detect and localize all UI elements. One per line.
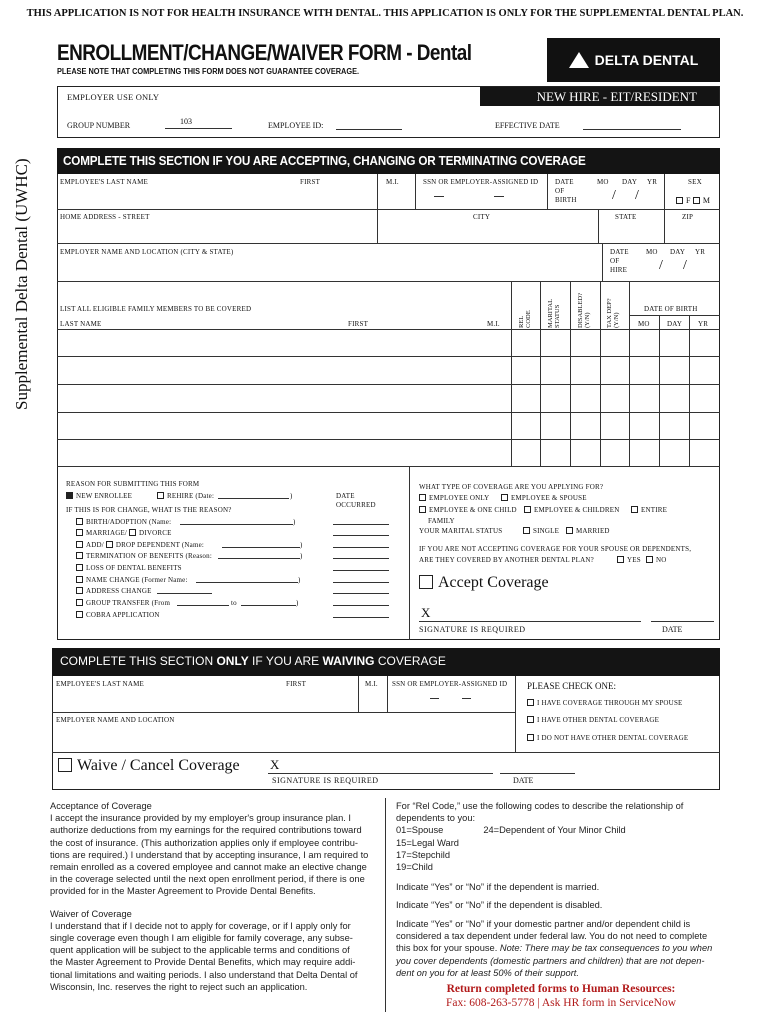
- divider: [547, 174, 548, 210]
- new-hire-badge: NEW HIRE - EIT/RESIDENT: [480, 87, 719, 106]
- family-mi-label: M.I.: [487, 320, 500, 328]
- accept-date-field[interactable]: [651, 621, 714, 622]
- effective-date-field[interactable]: [583, 129, 681, 130]
- drop-checkbox[interactable]: [106, 541, 113, 548]
- date-occurred-field[interactable]: [333, 547, 389, 548]
- code-15: 15=Legal Ward: [396, 837, 459, 848]
- divider: [664, 174, 665, 210]
- tax-dep-label: [606, 298, 620, 328]
- transfer-to-label: to: [231, 599, 237, 607]
- add-checkbox[interactable]: [76, 541, 83, 548]
- date-occurred-field[interactable]: [333, 535, 389, 536]
- family-label: FAMILY: [428, 517, 455, 525]
- date-occurred-field[interactable]: [333, 593, 389, 594]
- dob-day: DAY: [622, 178, 638, 186]
- waive-spouse-label: I HAVE COVERAGE THROUGH MY SPOUSE: [537, 699, 683, 707]
- employee-first-label: FIRST: [300, 178, 321, 186]
- ssn-label: SSN OR EMPLOYER-ASSIGNED ID: [423, 178, 539, 186]
- row-divider: [57, 209, 720, 210]
- delta-triangle-icon: [569, 52, 589, 68]
- acceptance-line: in the coverage selected until the next open enrollment period, if there is one: [50, 874, 365, 885]
- doh-label-2: OF: [610, 257, 620, 265]
- acceptance-title: Acceptance of Coverage: [50, 801, 152, 811]
- group-transfer-checkbox[interactable]: [76, 599, 83, 606]
- partner-italic: you cover dependents (domestic partners and children) that are not depen-: [396, 955, 705, 966]
- divider: [689, 315, 690, 466]
- waive-signature-field[interactable]: [268, 773, 493, 774]
- group-number-value: 103: [180, 117, 192, 126]
- waiver-line: I understand that if I decide not to apply for coverage, or if I apply only for: [50, 920, 351, 931]
- loss-of-benefits-checkbox[interactable]: [76, 564, 83, 571]
- ssn-dash: [494, 196, 504, 197]
- employee-spouse-label: EMPLOYEE & SPOUSE: [511, 494, 587, 502]
- married-note: Indicate “Yes” or “No” if the dependent is married.: [396, 882, 600, 892]
- cobra-checkbox[interactable]: [76, 611, 83, 618]
- waive-employer-label: EMPLOYER NAME AND LOCATION: [56, 716, 175, 724]
- drop-label: DROP DEPENDENT (Name:: [115, 541, 205, 549]
- effective-date-label: EFFECTIVE DATE: [495, 121, 560, 130]
- acceptance-line: provided for in the Master Agreement to Provide Dental Benefits.: [50, 886, 316, 897]
- waive-option-none: [527, 734, 688, 742]
- waive-date-label: DATE: [513, 776, 534, 785]
- name-change-option: [76, 576, 188, 584]
- form-title: ENROLLMENT/CHANGE/WAIVER FORM - Dental: [57, 40, 472, 65]
- termination-label: TERMINATION OF BENEFITS (Reason:: [86, 552, 212, 560]
- waiver-line: the Master Agreement to Provide Dental Benefits, which may require addi-: [50, 957, 356, 968]
- cobra-option: [76, 611, 160, 619]
- transfer-to-field[interactable]: [241, 605, 296, 606]
- waive-last-name-label: EMPLOYEE'S LAST NAME: [56, 680, 144, 688]
- waive-option-spouse: [527, 699, 683, 707]
- paren: ): [298, 576, 301, 584]
- new-enrollee-checkbox[interactable]: [66, 492, 73, 499]
- waive-heading-pre: COMPLETE THIS SECTION: [60, 654, 217, 668]
- code-17: 17=Stepchild: [396, 849, 451, 860]
- disabled-note: Indicate “Yes” or “No” if the dependent is disabled.: [396, 900, 603, 910]
- acceptance-line: the cost of insurance. (This authorization applies only if employee contribu-: [50, 837, 358, 848]
- table-row: [57, 356, 720, 357]
- employee-last-name-label: EMPLOYEE'S LAST NAME: [60, 178, 148, 186]
- rel-code-instructions: [396, 800, 726, 873]
- family-heading: LIST ALL ELIGIBLE FAMILY MEMBERS TO BE COVERED: [60, 305, 252, 313]
- employee-spouse-option: [501, 494, 587, 502]
- paren: ): [300, 552, 303, 560]
- divider: [415, 174, 416, 210]
- tax-dep-2: (Y/N): [613, 312, 620, 328]
- divider: [377, 174, 378, 210]
- address-change-field[interactable]: [157, 593, 212, 594]
- rehire-paren: ): [290, 492, 293, 500]
- dob-slash: /: [612, 188, 616, 203]
- address-change-label: ADDRESS CHANGE: [86, 587, 152, 595]
- accept-date-label: DATE: [662, 625, 683, 634]
- divider: [387, 676, 388, 712]
- termination-option: [76, 552, 212, 560]
- divider: [515, 676, 516, 752]
- birth-adoption-option: [76, 518, 171, 526]
- partner-line: considered a tax dependent under federal law. You do not need to complete: [396, 931, 708, 942]
- group-number-label: GROUP NUMBER: [67, 121, 131, 130]
- rehire-date-field[interactable]: [218, 498, 289, 499]
- employee-children-option: [524, 506, 619, 514]
- waive-ssn-dash: [430, 698, 439, 699]
- covered-yes-label: YES: [627, 556, 641, 564]
- marital-1: MARITAL: [547, 298, 554, 328]
- dob-label-3: BIRTH: [555, 196, 577, 204]
- waive-ssn-label: SSN OR EMPLOYER-ASSIGNED ID: [392, 680, 508, 688]
- partner-line: Indicate “Yes” or “No” if your domestic partner and/or dependent child is: [396, 919, 691, 929]
- birth-adoption-checkbox[interactable]: [76, 518, 83, 525]
- accept-coverage-label: Accept Coverage: [438, 574, 549, 591]
- not-accepting-note: IF YOU ARE NOT ACCEPTING COVERAGE FOR YOUR SPOUSE OR DEPENDENTS,: [419, 545, 692, 553]
- date-occurred-2: OCCURRED: [336, 501, 376, 509]
- entire-family-checkbox[interactable]: [631, 506, 638, 513]
- loss-of-benefits-option: [76, 564, 182, 572]
- divider: [377, 209, 378, 243]
- add-label: ADD/: [86, 541, 104, 549]
- dob-slash: /: [635, 188, 639, 203]
- sex-label: SEX: [688, 178, 702, 186]
- family-dob-day: DAY: [667, 320, 683, 328]
- logo-text: DELTA DENTAL: [594, 52, 699, 68]
- divider: [409, 466, 410, 640]
- state-label: STATE: [615, 213, 637, 221]
- new-enrollee-option: [66, 492, 132, 500]
- row-divider: [52, 752, 720, 753]
- waive-coverage-checkbox[interactable]: [58, 758, 72, 772]
- doh-label-1: DATE: [610, 248, 629, 256]
- divorce-checkbox[interactable]: [129, 529, 136, 536]
- date-occurred-field[interactable]: [333, 570, 389, 571]
- row-divider: [629, 315, 720, 316]
- date-occurred-field[interactable]: [333, 617, 389, 618]
- tax-dep-1: TAX DEP?: [606, 298, 613, 328]
- row-divider: [52, 712, 515, 713]
- employee-only-option: [419, 494, 489, 502]
- accept-coverage-checkbox[interactable]: [419, 575, 433, 589]
- marital-status-label: [547, 299, 561, 328]
- divider: [385, 798, 386, 1012]
- waiver-line: quent application will be subject to the applicable terms and conditions of: [50, 945, 350, 956]
- dob-yr: YR: [647, 178, 658, 186]
- address-change-checkbox[interactable]: [76, 587, 83, 594]
- marriage-checkbox[interactable]: [76, 529, 83, 536]
- waive-other-checkbox[interactable]: [527, 716, 534, 723]
- married-checkbox[interactable]: [566, 527, 573, 534]
- covered-no-checkbox[interactable]: [646, 556, 653, 563]
- dob-label-1: DATE: [555, 178, 574, 186]
- name-change-label: NAME CHANGE (Former Name:: [86, 576, 188, 584]
- paren: ): [300, 541, 303, 549]
- row-divider: [57, 329, 720, 330]
- employee-children-label: EMPLOYEE & CHILDREN: [534, 506, 620, 514]
- name-change-field[interactable]: [196, 582, 298, 583]
- please-check-label: PLEASE CHECK ONE:: [527, 681, 617, 691]
- divider: [358, 676, 359, 712]
- covered-no-option: [646, 556, 667, 564]
- return-forms-title: Return completed forms to Human Resources:: [446, 983, 676, 995]
- rel-intro-line: dependents to you:: [396, 813, 476, 824]
- termination-field[interactable]: [218, 558, 300, 559]
- acceptance-line: I accept the insurance provided by my employer's group insurance plan. I: [50, 813, 351, 824]
- waiver-line: tional limitations and waiting periods. I also understand that Delta Dental of: [50, 969, 358, 980]
- employee-children-checkbox[interactable]: [524, 506, 531, 513]
- sex-options: [676, 196, 710, 205]
- rehire-checkbox[interactable]: [157, 492, 164, 499]
- rel-code-1: REL: [518, 315, 525, 328]
- doh-label: [610, 248, 629, 275]
- date-occurred-field[interactable]: [333, 605, 389, 606]
- employer-use-label: EMPLOYER USE ONLY: [67, 92, 160, 102]
- waive-mi-label: M.I.: [365, 680, 378, 688]
- divider: [598, 209, 599, 243]
- rel-intro-line: For “Rel Code,” use the following codes to describe the relationship of: [396, 801, 684, 811]
- date-occurred-1: DATE: [336, 492, 355, 500]
- transfer-from-field[interactable]: [177, 605, 229, 606]
- acceptance-line: tions are required.) I understand that by accepting insurance, I am required to: [50, 849, 369, 860]
- single-label: SINGLE: [533, 527, 560, 535]
- doh-label-3: HIRE: [610, 266, 628, 274]
- waive-spouse-checkbox[interactable]: [527, 699, 534, 706]
- waive-option-other: [527, 716, 659, 724]
- doh-slash: /: [659, 258, 663, 273]
- family-dob-mo: MO: [638, 320, 650, 328]
- waive-heading-post: COVERAGE: [374, 654, 446, 668]
- waive-heading-mid: IF YOU ARE: [248, 654, 323, 668]
- code-01: 01=Spouse: [396, 825, 444, 836]
- sex-f-label: F: [686, 196, 691, 205]
- disabled-1: DISABLED?: [577, 292, 584, 328]
- waiver-title: Waiver of Coverage: [50, 908, 132, 919]
- marital-2: STATUS: [554, 304, 561, 328]
- doh-day: DAY: [670, 248, 686, 256]
- partner-line: this box for your spouse.: [396, 943, 498, 954]
- dob-label-2: OF: [555, 187, 565, 195]
- divider: [602, 243, 603, 281]
- date-occurred-field[interactable]: [333, 558, 389, 559]
- waive-signature-label: SIGNATURE IS REQUIRED: [272, 776, 379, 785]
- family-dob-label: DATE OF BIRTH: [644, 305, 698, 313]
- loss-of-benefits-label: LOSS OF DENTAL BENEFITS: [86, 564, 182, 572]
- tax-dependent-note: [396, 918, 726, 979]
- delta-dental-logo: [547, 38, 720, 82]
- waive-coverage-option: [58, 757, 240, 775]
- partner-italic: Note: There may be tax consequences to you when: [497, 943, 713, 954]
- code-24: 24=Dependent of Your Minor Child: [483, 825, 626, 836]
- add-drop-option: [76, 541, 204, 549]
- family-first-label: FIRST: [348, 320, 369, 328]
- acceptance-line: remain enrolled as a covered employee and cannot make an elective change: [50, 862, 367, 873]
- table-row: [57, 384, 720, 385]
- single-option: [523, 527, 559, 535]
- married-option: [566, 527, 610, 535]
- accept-signature-label: SIGNATURE IS REQUIRED: [419, 625, 526, 634]
- ssn-dash: [434, 196, 444, 197]
- waive-heading-only: ONLY: [216, 654, 249, 668]
- group-transfer-label: GROUP TRANSFER (From: [86, 599, 171, 607]
- waive-heading-waiving: WAIVING: [322, 654, 375, 668]
- employee-only-label: EMPLOYEE ONLY: [429, 494, 490, 502]
- disabled-label: [577, 293, 591, 328]
- top-notice: THIS APPLICATION IS NOT FOR HEALTH INSURANCE WITH DENTAL. THIS APPLICATION IS ONLY FOR THE SUPPLEMENTAL DENTAL PLAN.: [26, 8, 744, 19]
- sex-f-checkbox[interactable]: [676, 197, 683, 204]
- family-dob-yr: YR: [698, 320, 709, 328]
- sex-m-label: M: [702, 196, 711, 205]
- acceptance-line: authorize deductions from my earnings for the required contributions toward: [50, 825, 362, 836]
- single-checkbox[interactable]: [523, 527, 530, 534]
- partner-italic: dent on you for at least 50% of their support.: [396, 967, 579, 978]
- married-label: MARRIED: [576, 527, 610, 535]
- doh-slash: /: [683, 258, 687, 273]
- waive-coverage-label: Waive / Cancel Coverage: [77, 757, 240, 774]
- table-row: [57, 439, 720, 440]
- entire-family-label: ENTIRE: [641, 506, 668, 514]
- table-row: [57, 412, 720, 413]
- drop-dependent-field[interactable]: [222, 547, 300, 548]
- covered-yes-option: [617, 556, 641, 564]
- group-transfer-option: [76, 599, 170, 607]
- waive-ssn-dash: [462, 698, 471, 699]
- marriage-option: [76, 529, 172, 537]
- accept-section-heading-text: COMPLETE THIS SECTION IF YOU ARE ACCEPTING, CHANGING OR TERMINATING COVERAGE: [63, 153, 586, 168]
- covered-question: ARE THEY COVERED BY ANOTHER DENTAL PLAN?: [419, 556, 594, 564]
- date-occurred-field[interactable]: [333, 582, 389, 583]
- home-address-label: HOME ADDRESS - STREET: [60, 213, 150, 221]
- rehire-label: REHIRE (Date:: [167, 492, 215, 500]
- employer-name-label: EMPLOYER NAME AND LOCATION (CITY & STATE): [60, 248, 234, 256]
- accept-signature-field[interactable]: [419, 621, 641, 622]
- accept-section-heading: [57, 148, 720, 174]
- code-19: 19=Child: [396, 862, 433, 873]
- rel-code-2: CODE: [525, 310, 532, 328]
- employee-id-label: EMPLOYEE ID:: [268, 121, 324, 130]
- return-forms-line: Fax: 608-263-5778 | Ask HR form in ServiceNow: [445, 997, 677, 1009]
- date-occurred-field[interactable]: [333, 524, 389, 525]
- name-change-checkbox[interactable]: [76, 576, 83, 583]
- entire-family-option: [631, 506, 667, 514]
- new-enrollee-label: NEW ENROLLEE: [76, 492, 133, 500]
- date-occurred-label: [336, 492, 376, 510]
- waive-signature-x: X: [270, 757, 280, 772]
- accept-coverage-option: [419, 574, 549, 592]
- accept-signature-x: X: [421, 605, 431, 620]
- employee-id-field[interactable]: [336, 129, 402, 130]
- employee-one-child-label: EMPLOYEE & ONE CHILD: [429, 506, 517, 514]
- waive-none-checkbox[interactable]: [527, 734, 534, 741]
- divorce-label: DIVORCE: [139, 529, 172, 537]
- marital-status-label: YOUR MARITAL STATUS: [419, 527, 503, 535]
- covered-yes-checkbox[interactable]: [617, 556, 624, 563]
- doh-mo: MO: [646, 248, 658, 256]
- sex-m-checkbox[interactable]: [693, 197, 700, 204]
- employee-spouse-checkbox[interactable]: [501, 494, 508, 501]
- row-divider: [57, 243, 720, 244]
- side-title: Supplemental Delta Dental (UWHC): [12, 158, 31, 410]
- reason-heading: REASON FOR SUBMITTING THIS FORM: [66, 480, 200, 488]
- employee-mi-label: M.I.: [386, 178, 399, 186]
- change-question: IF THIS IS FOR CHANGE, WHAT IS THE REASON?: [66, 506, 232, 514]
- row-divider: [57, 281, 720, 282]
- doh-yr: YR: [695, 248, 706, 256]
- family-last-name-label: LAST NAME: [60, 320, 102, 328]
- waiver-line: single coverage even though I am eligible for family coverage, any subse-: [50, 933, 353, 944]
- coverage-question: WHAT TYPE OF COVERAGE ARE YOU APPLYING FOR?: [419, 483, 604, 491]
- zip-label: ZIP: [682, 213, 694, 221]
- termination-checkbox[interactable]: [76, 552, 83, 559]
- waive-none-label: I DO NOT HAVE OTHER DENTAL COVERAGE: [537, 734, 689, 742]
- paren: ): [293, 518, 296, 526]
- rel-code-label: [518, 310, 532, 328]
- waiver-line: Wisconsin, Inc. reserves the right to reject such an application.: [50, 981, 308, 992]
- divider: [659, 315, 660, 466]
- marriage-label: MARRIAGE/: [86, 529, 128, 537]
- cobra-label: COBRA APPLICATION: [86, 611, 160, 619]
- employee-one-child-checkbox[interactable]: [419, 506, 426, 513]
- disabled-2: (Y/N): [584, 312, 591, 328]
- waive-date-field[interactable]: [500, 773, 575, 774]
- address-change-option: [76, 587, 152, 595]
- covered-no-label: NO: [656, 556, 667, 564]
- dob-mo: MO: [597, 178, 609, 186]
- divider: [664, 209, 665, 243]
- waive-section-heading: [52, 648, 720, 676]
- form-subtitle: PLEASE NOTE THAT COMPLETING THIS FORM DOES NOT GUARANTEE COVERAGE.: [57, 67, 360, 76]
- paren: ): [296, 599, 299, 607]
- acceptance-text: [50, 800, 380, 993]
- birth-adoption-label: BIRTH/ADOPTION (Name:: [86, 518, 172, 526]
- waive-other-label: I HAVE OTHER DENTAL COVERAGE: [537, 716, 660, 724]
- table-row: [57, 466, 720, 467]
- group-number-line: [165, 128, 232, 129]
- dob-label: [555, 178, 577, 205]
- birth-adoption-field[interactable]: [180, 524, 293, 525]
- rehire-option: [157, 492, 214, 500]
- city-label: CITY: [473, 213, 491, 221]
- employee-only-checkbox[interactable]: [419, 494, 426, 501]
- employee-one-child-option: [419, 506, 517, 514]
- waive-first-label: FIRST: [286, 680, 307, 688]
